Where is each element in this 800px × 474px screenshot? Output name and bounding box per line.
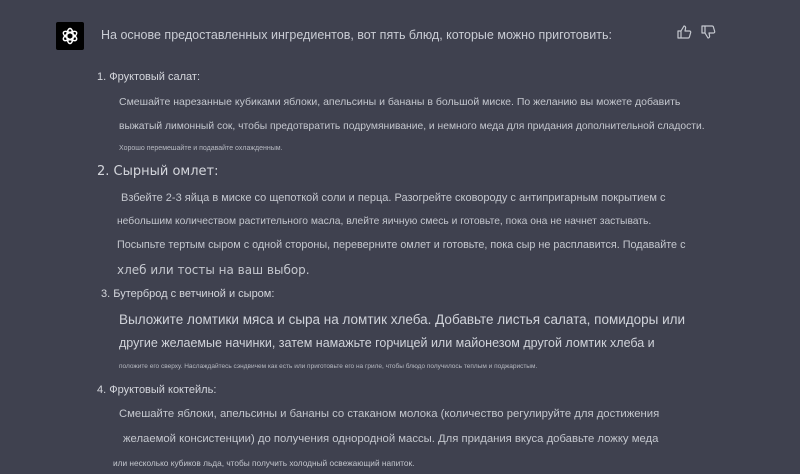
dish-3-line-2: другие желаемые начинки, затем намажьте горчицей или майонезом другой ломтик хлеба и xyxy=(119,336,655,350)
dish-4-line-2: желаемой консистенции) до получения однородной массы. Для придания вкуса добавьте ложку меда xyxy=(123,433,659,445)
dish-3-line-3: положите его сверху. Наслаждайтесь сэндвичем как есть или приготовьте его на гриле, чтобы блюдо получилось теплым и поджаристым. xyxy=(119,363,538,370)
dish-1-line-2: выжатый лимонный сок, чтобы предотвратить подрумянивание, и немного меда для придания дополнительной сладости. xyxy=(119,121,705,132)
dish-1-line-1: Смешайте нарезанные кубиками яблоки, апельсины и бананы в большой миске. По желанию вы можете добавить xyxy=(119,96,681,108)
thumbs-up-icon[interactable] xyxy=(676,24,692,40)
dish-2-line-1: Взбейте 2-3 яйца в миске со щепоткой соли и перца. Разогрейте сковороду с антипригарным покрытием с xyxy=(121,192,666,204)
dish-1-title: 1. Фруктовый салат: xyxy=(97,71,201,83)
dish-4-line-1: Смешайте яблоки, апельсины и бананы со стаканом молока (количество регулируйте для достижения xyxy=(119,408,660,420)
thumbs-down-icon[interactable] xyxy=(700,24,716,40)
dish-2-line-4: хлеб или тосты на ваш выбор. xyxy=(117,263,310,277)
dish-4-line-3: или несколько кубиков льда, чтобы получить холодный освежающий напиток. xyxy=(113,458,415,468)
dish-2-title: 2. Сырный омлет: xyxy=(97,164,219,179)
dish-2-line-2: небольшим количеством растительного масла, влейте яичную смесь и готовьте, пока она не начнет застывать. xyxy=(117,216,652,227)
feedback-buttons xyxy=(676,24,716,40)
assistant-intro-text: На основе предоставленных ингредиентов, вот пять блюд, которые можно приготовить: xyxy=(101,28,612,42)
dish-1-line-3: Хорошо перемешайте и подавайте охлажденным. xyxy=(119,145,283,152)
dish-4-title: 4. Фруктовый коктейль: xyxy=(97,384,217,396)
dish-3-title: 3. Бутерброд с ветчиной и сыром: xyxy=(101,288,275,300)
dish-2-line-3: Посыпьте тертым сыром с одной стороны, переверните омлет и готовьте, пока сыр не расплавится. Подавайте с xyxy=(117,239,686,251)
assistant-logo-icon xyxy=(60,26,80,46)
dish-3-line-1: Выложите ломтики мяса и сыра на ломтик хлеба. Добавьте листья салата, помидоры или xyxy=(119,312,686,327)
assistant-avatar xyxy=(56,22,84,50)
